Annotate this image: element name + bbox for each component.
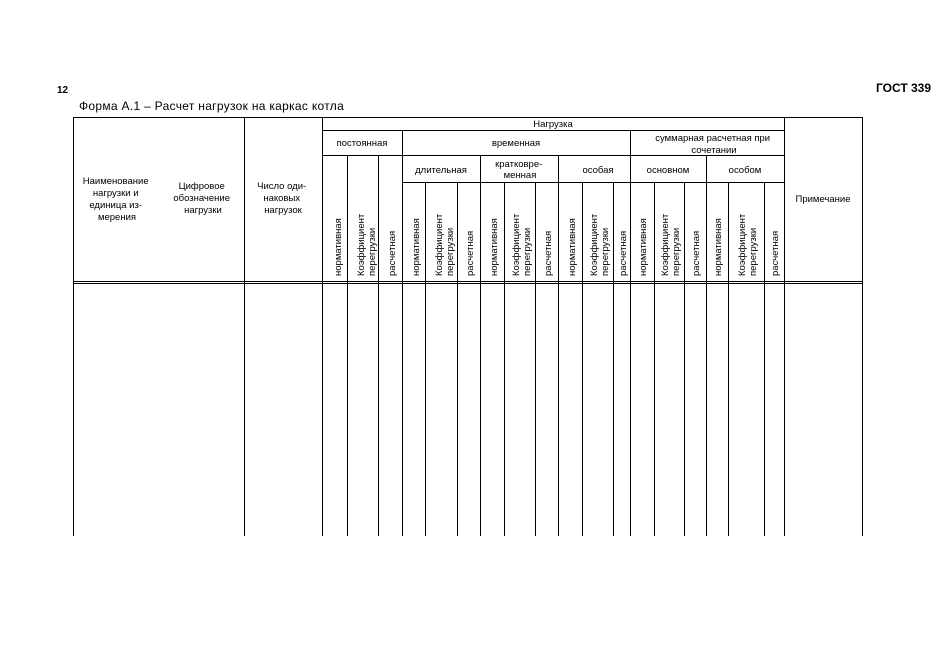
table-grid (73, 117, 863, 536)
page-number: 12 (57, 85, 69, 96)
vertical-subheaders (333, 213, 781, 276)
sub-normative: нормативная (489, 218, 500, 276)
sub-coef-2: перегрузки (367, 227, 378, 276)
sub-calc: расчетная (465, 230, 476, 276)
sub-calc: расчетная (691, 230, 702, 276)
sub-normative: нормативная (567, 218, 578, 276)
document-code: ГОСТ 339 (876, 81, 932, 95)
sub-coef: Коэффициент (356, 213, 367, 276)
sub-calc: расчетная (770, 230, 781, 276)
header-permanent: постоянная (336, 138, 388, 149)
header-combination: суммарная расчетная при сочетании (655, 133, 771, 156)
sub-calc: расчетная (618, 230, 629, 276)
sub-coef: Коэффициент (434, 213, 445, 276)
sub-coef: Коэффициент (511, 213, 522, 276)
sub-coef-2: перегрузки (671, 227, 682, 276)
sub-coef-2: перегрузки (600, 227, 611, 276)
sub-coef-2: перегрузки (445, 227, 456, 276)
header-code: Цифровое обозначение нагрузки (173, 181, 231, 216)
header-name: Наименование нагрузки и единица из- мерения (82, 176, 149, 223)
sub-calc: расчетная (387, 230, 398, 276)
header-note: Примечание (795, 194, 851, 205)
sub-coef-2: перегрузки (522, 227, 533, 276)
sub-coef: Коэффициент (589, 213, 600, 276)
header-special-combination: особом (728, 165, 762, 176)
sub-normative: нормативная (411, 218, 422, 276)
header-short-term: кратковре- менная (495, 159, 543, 181)
sub-coef: Коэффициент (737, 213, 748, 276)
sub-calc: расчетная (543, 230, 554, 276)
sub-normative: нормативная (638, 218, 649, 276)
sub-normative: нормативная (713, 218, 724, 276)
sub-normative: нормативная (333, 218, 344, 276)
form-title: Форма А.1 – Расчет нагрузок на каркас котла (79, 99, 345, 113)
header-basic: основном (646, 165, 690, 176)
header-long-term: длительная (415, 165, 467, 176)
sub-coef: Коэффициент (660, 213, 671, 276)
sub-coef-2: перегрузки (748, 227, 759, 276)
header-load: Нагрузка (533, 119, 573, 130)
header-count: Число оди- наковых нагрузок (257, 181, 307, 216)
header-temporary: временная (491, 138, 541, 149)
header-special: особая (582, 165, 614, 176)
